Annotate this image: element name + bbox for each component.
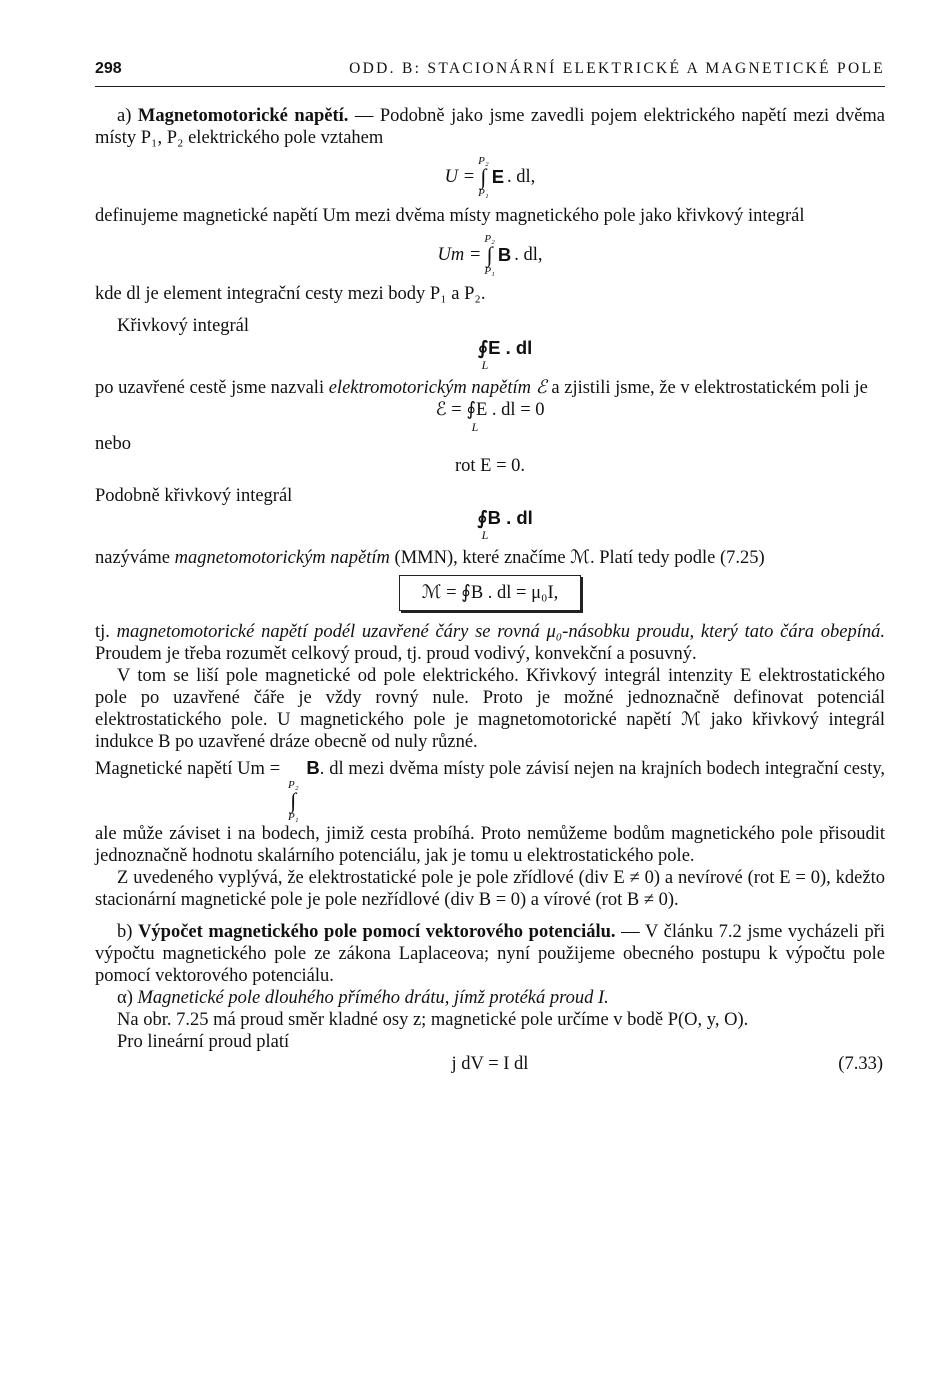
eq-loop-sub: L: [481, 358, 489, 372]
page: [95, 58, 885, 1075]
eq-um-rest: . dl,: [514, 245, 543, 265]
eq-upper-limit: P₂: [288, 779, 299, 791]
page-number: 298: [95, 60, 122, 77]
para-emf-term: elektromotorickým napětím ℰ: [328, 378, 547, 398]
para-tj-italic: magnetomotorické napětí podél uzavřené čáry se rovná μ₀-násobku proudu, který tato čára obepíná.: [116, 622, 885, 642]
eq-lower-limit: P₁: [478, 187, 489, 199]
eq-upper-limit: P₂: [484, 233, 495, 245]
para-mmn-pre: nazýváme: [95, 548, 175, 568]
para-mag-pre: Magnetické napětí Um =: [95, 759, 281, 779]
eq-voltage-vector: E: [491, 166, 505, 187]
eq-emf: ℰ = ∮E . dl = 0: [435, 400, 545, 420]
equation-rot: [95, 455, 885, 477]
eq-loop-b: ∮B . dl: [477, 507, 533, 528]
section-b-intro: [95, 921, 885, 987]
alpha-label: α): [117, 988, 133, 1008]
para-mmn: [95, 547, 885, 569]
para-tj-post: Proudem je třeba rozumět celkový proud, tj. proud vodivý, konvekční a posuvný.: [95, 644, 697, 664]
eq-emf-sub: L: [471, 420, 479, 434]
eq-lower-limit: P₁: [288, 811, 299, 823]
para-tj-pre: tj.: [95, 622, 117, 642]
integral-sign: P₂ ∫ P₁: [478, 155, 489, 199]
para-mag-vector: B: [306, 757, 320, 778]
alpha-title: Magnetické pole dlouhého přímého drátu, jímž protéká proud I.: [137, 988, 609, 1008]
para-emf-post: a zjistili jsme, že v elektrostatickém poli je: [546, 378, 868, 398]
para-mmn-post: (MMN), které značíme ℳ. Platí tedy podle (7.25): [389, 548, 765, 568]
section-a-title: Magnetomotorické napětí.: [137, 106, 349, 126]
para-obr: Na obr. 7.25 má proud směr kladné osy z; magnetické pole určíme v bodě P(O, y, O).: [117, 1010, 749, 1030]
para-definition: definujeme magnetické napětí Um mezi dvěma místy magnetického pole jako křivkový integrál: [95, 206, 805, 226]
running-title: ODD. B: STACIONÁRNÍ ELEKTRICKÉ A MAGNETICKÉ POLE: [349, 60, 885, 77]
eq-number: (7.33): [838, 1054, 883, 1074]
section-b-title: Výpočet magnetického pole pomocí vektorového potenciálu.: [138, 922, 616, 942]
para-tj: [95, 621, 885, 665]
section-b-label: b): [117, 922, 133, 942]
para-mag-post: . dl mezi dvěma místy pole závisí nejen na krajních bodech integrační cesty, ale může záviset i na bodech, jimiž cesta probíhá. Proto nemůžeme bodům magnetického pole přisoudit jednoznačně hodnotu skalárního potenciálu, jak je tomu u elektrostatického pole.: [95, 759, 886, 866]
para-element-dl: kde dl je element integrační cesty mezi body P₁ a P₂.: [95, 284, 486, 304]
eq-um-vector: B: [497, 244, 512, 265]
para-emf: [95, 377, 885, 399]
eq-voltage-lhs: U =: [444, 167, 476, 187]
para-magneticke-napeti: [95, 757, 885, 867]
eq-rot: rot E = 0.: [454, 456, 526, 476]
boxed-equation-text: ℳ = ∮B . dl = μ₀I,: [421, 583, 559, 603]
para-vtom: V tom se liší pole magnetické od pole elektrického. Křivkový integrál intenzity E elektrostatického pole po uzavřené čáře je vždy rovný nule. Proto je možné jednoznačně definovat potenciál elektrostatického pole. U magnetického pole je magnetomotorické napětí ℳ jako křivkový integrál indukce B po uzavřené dráze obecně od nuly různé.: [95, 666, 885, 752]
eq-voltage-rest: . dl,: [507, 167, 536, 187]
equation-emf: [95, 399, 885, 433]
eq-final: j dV = I dl: [451, 1054, 529, 1074]
equation-loop-b: [125, 507, 885, 541]
equation-magnetic-voltage: [95, 233, 885, 277]
integral-sign: P₂ ∫ P₁: [484, 233, 495, 277]
para-podobne: Podobně křivkový integrál: [95, 486, 293, 506]
eq-um-lhs: Um =: [437, 245, 482, 265]
word-nebo: nebo: [95, 434, 131, 454]
boxed-equation-wrap: [95, 575, 885, 611]
eq-loop-e: ∮E . dl: [477, 337, 533, 358]
equation-loop-e: [125, 337, 885, 371]
eq-loop-b-sub: L: [481, 528, 489, 542]
section-a-intro: [95, 105, 885, 149]
para-z-uvedeneho: Z uvedeného vyplývá, že elektrostatické pole je pole zřídlové (div E ≠ 0) a nevírové (rot E = 0), kdežto stacionární magnetické pole je pole nezřídlové (div B = 0) a vírové (rot B ≠ 0).: [95, 868, 885, 910]
para-mmn-term: magnetomotorickým napětím: [174, 548, 390, 568]
equation-voltage: [95, 155, 885, 199]
section-b-intro-text: — V článku 7.2 jsme vycházeli při výpočtu magnetického pole ze zákona Laplaceova; nyní použijeme obecného postupu k výpočtu pole pomocí vektorového potenciálu.: [95, 922, 885, 986]
eq-lower-limit: P₁: [484, 265, 495, 277]
para-emf-pre: po uzavřené cestě jsme nazvali: [95, 378, 329, 398]
integral-sign: P₂ ∫ P₁: [288, 779, 299, 823]
boxed-equation: [399, 575, 582, 611]
para-pro: Pro lineární proud platí: [117, 1032, 290, 1052]
eq-upper-limit: P₂: [478, 155, 489, 167]
equation-7-33: [95, 1053, 885, 1075]
subsection-alpha: [95, 987, 885, 1009]
section-a-label: a): [117, 106, 132, 126]
section-a-intro-text: — Podobně jako jsme zavedli pojem elektrického napětí mezi dvěma místy P₁, P₂ elektrického pole vztahem: [95, 106, 886, 148]
para-krivkovy: Křivkový integrál: [117, 316, 250, 336]
running-header: [95, 58, 885, 87]
